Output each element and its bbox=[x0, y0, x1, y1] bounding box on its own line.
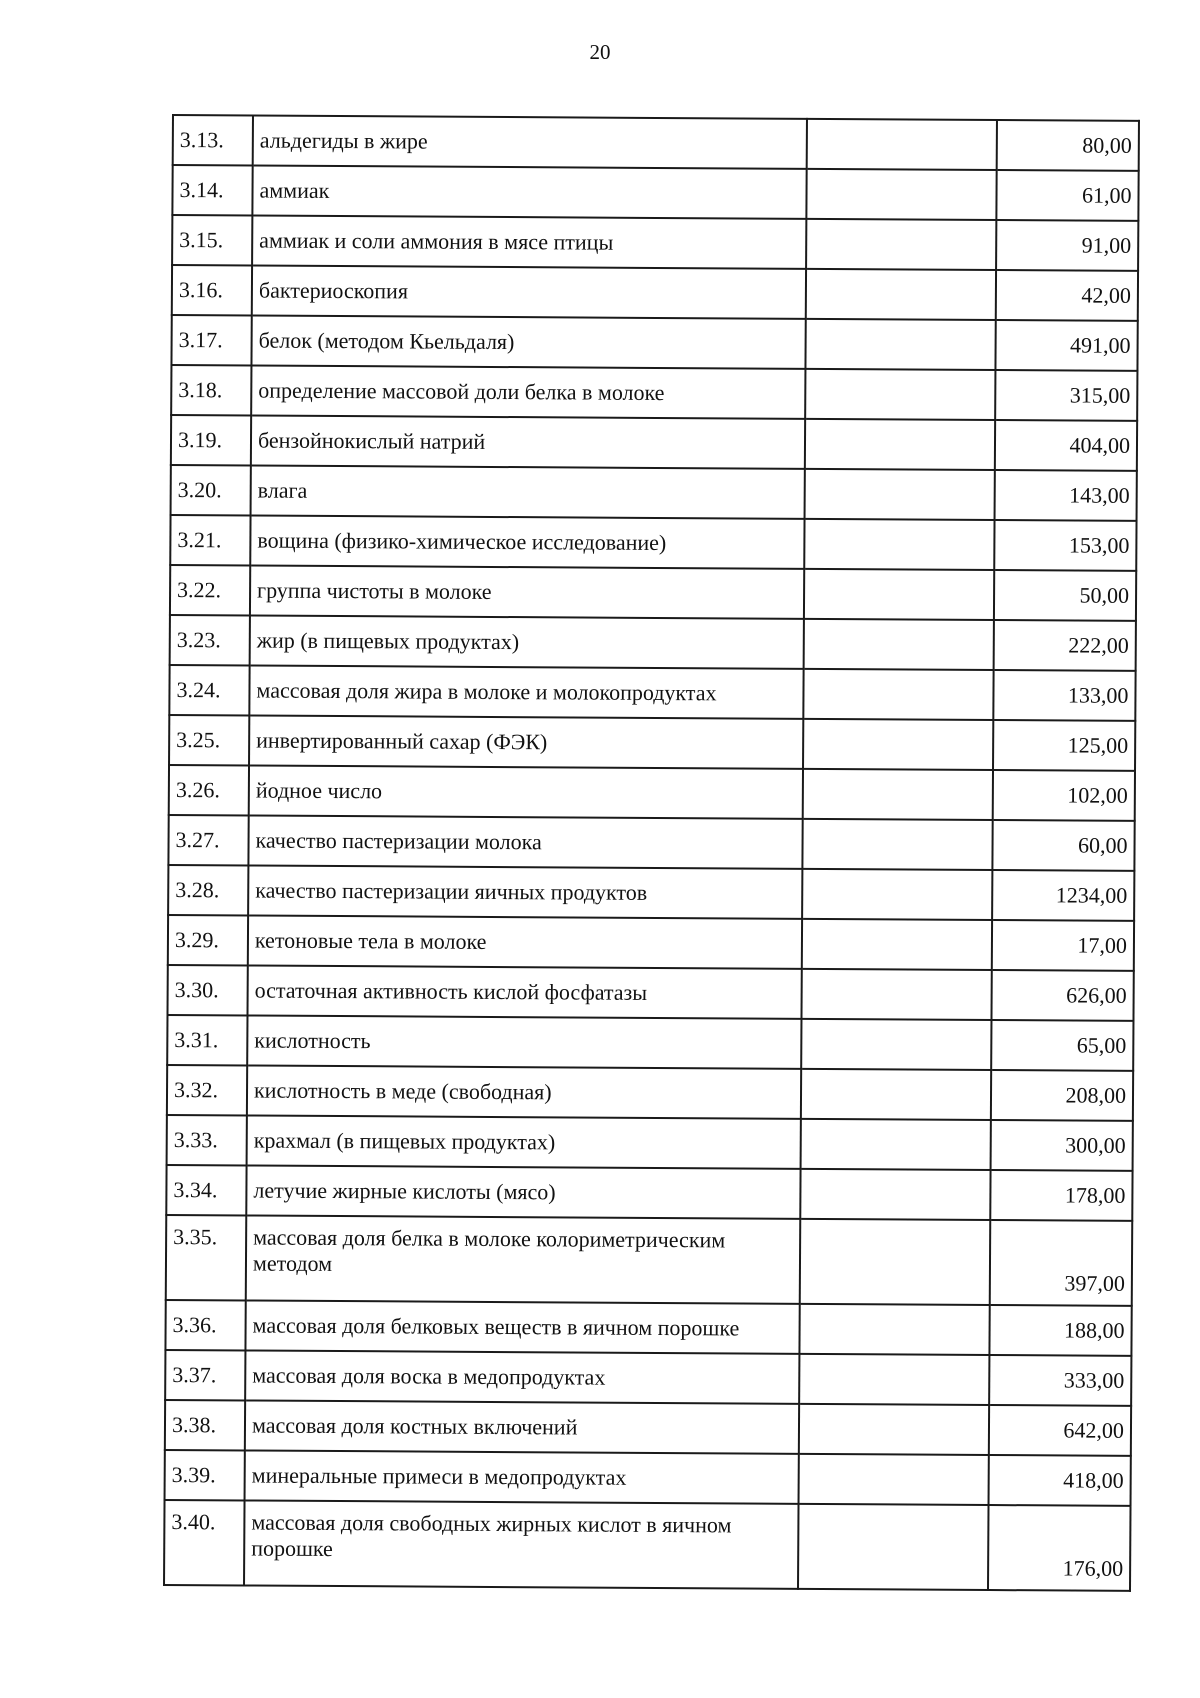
price-cell: 17,00 bbox=[992, 920, 1134, 971]
table-row bbox=[167, 1015, 1133, 1071]
table-row bbox=[169, 765, 1135, 821]
price-cell: 491,00 bbox=[995, 320, 1137, 371]
table-row bbox=[170, 515, 1136, 571]
empty-cell bbox=[801, 1019, 991, 1070]
service-name: белок (методом Кьельдаля) bbox=[251, 315, 805, 368]
service-name: качество пастеризации молока bbox=[248, 815, 802, 868]
empty-cell bbox=[806, 219, 996, 270]
empty-cell bbox=[804, 619, 994, 670]
price-cell: 300,00 bbox=[991, 1120, 1133, 1171]
service-name: инвертированный сахар (ФЭК) bbox=[249, 715, 803, 768]
price-cell: 61,00 bbox=[996, 170, 1138, 221]
price-cell: 65,00 bbox=[991, 1020, 1133, 1071]
row-number: 3.23. bbox=[170, 615, 250, 665]
table-row bbox=[165, 1300, 1131, 1356]
empty-cell bbox=[805, 369, 995, 420]
row-number: 3.24. bbox=[169, 665, 249, 715]
service-name: влага bbox=[251, 465, 805, 518]
table-row bbox=[171, 315, 1137, 371]
service-name: кислотность bbox=[247, 1015, 801, 1068]
price-cell: 133,00 bbox=[993, 670, 1135, 721]
price-cell: 176,00 bbox=[988, 1505, 1131, 1591]
table-row bbox=[169, 665, 1135, 721]
price-cell: 208,00 bbox=[991, 1070, 1133, 1121]
service-name: массовая доля белковых веществ в яичном порошке bbox=[245, 1300, 799, 1353]
empty-cell bbox=[801, 1069, 991, 1120]
row-number: 3.16. bbox=[172, 265, 252, 315]
row-number: 3.36. bbox=[165, 1300, 245, 1350]
price-cell: 333,00 bbox=[989, 1355, 1131, 1406]
service-name: бензойнокислый натрий bbox=[251, 415, 805, 468]
service-name: аммиак bbox=[252, 165, 806, 218]
empty-cell bbox=[799, 1404, 989, 1455]
empty-cell bbox=[804, 519, 994, 570]
price-cell: 143,00 bbox=[995, 470, 1137, 521]
table-row bbox=[167, 1065, 1133, 1121]
empty-cell bbox=[805, 469, 995, 520]
table-row bbox=[169, 715, 1135, 771]
service-name: качество пастеризации яичных продуктов bbox=[248, 865, 802, 918]
row-number: 3.27. bbox=[168, 815, 248, 865]
row-number: 3.30. bbox=[167, 965, 247, 1015]
price-cell: 50,00 bbox=[994, 570, 1136, 621]
row-number: 3.14. bbox=[172, 165, 252, 215]
row-number: 3.34. bbox=[166, 1165, 246, 1215]
row-number: 3.37. bbox=[165, 1350, 245, 1400]
empty-cell bbox=[802, 819, 992, 870]
table-row bbox=[164, 1500, 1131, 1591]
table-row bbox=[168, 815, 1134, 871]
price-cell: 125,00 bbox=[993, 720, 1135, 771]
empty-cell bbox=[803, 669, 993, 720]
service-name: массовая доля костных включений bbox=[245, 1400, 799, 1453]
table-row bbox=[165, 1350, 1131, 1406]
empty-cell bbox=[803, 769, 993, 820]
table-row bbox=[168, 915, 1134, 971]
table-row bbox=[172, 265, 1138, 321]
service-name: группа чистоты в молоке bbox=[250, 565, 804, 618]
price-cell: 404,00 bbox=[995, 420, 1137, 471]
empty-cell bbox=[800, 1169, 990, 1220]
price-cell: 418,00 bbox=[989, 1455, 1131, 1506]
price-table bbox=[163, 114, 1140, 1592]
price-cell: 397,00 bbox=[990, 1220, 1133, 1306]
price-cell: 91,00 bbox=[996, 220, 1138, 271]
row-number: 3.39. bbox=[165, 1450, 245, 1500]
row-number: 3.13. bbox=[173, 115, 253, 165]
empty-cell bbox=[806, 169, 996, 220]
row-number: 3.18. bbox=[171, 365, 251, 415]
empty-cell bbox=[801, 1119, 991, 1170]
row-number: 3.17. bbox=[171, 315, 251, 365]
table-row bbox=[172, 165, 1138, 221]
service-name: определение массовой доли белка в молоке bbox=[251, 365, 805, 418]
table-row bbox=[171, 365, 1137, 421]
table-row bbox=[167, 965, 1133, 1021]
empty-cell bbox=[802, 919, 992, 970]
table-row bbox=[171, 465, 1137, 521]
price-cell: 102,00 bbox=[993, 770, 1135, 821]
empty-cell bbox=[798, 1504, 989, 1590]
table-row bbox=[171, 415, 1137, 471]
empty-cell bbox=[804, 569, 994, 620]
table-row bbox=[173, 115, 1139, 171]
table-row bbox=[170, 565, 1136, 621]
empty-cell bbox=[801, 969, 991, 1020]
row-number: 3.31. bbox=[167, 1015, 247, 1065]
empty-cell bbox=[803, 719, 993, 770]
service-name: альдегиды в жире bbox=[253, 115, 807, 168]
price-cell: 188,00 bbox=[989, 1305, 1131, 1356]
row-number: 3.25. bbox=[169, 715, 249, 765]
service-name: летучие жирные кислоты (мясо) bbox=[246, 1165, 800, 1218]
row-number: 3.28. bbox=[168, 865, 248, 915]
table-row bbox=[166, 1165, 1132, 1221]
service-name: остаточная активность кислой фосфатазы bbox=[247, 965, 801, 1018]
table-row bbox=[172, 215, 1138, 271]
table-row bbox=[170, 615, 1136, 671]
row-number: 3.26. bbox=[169, 765, 249, 815]
empty-cell bbox=[806, 269, 996, 320]
empty-cell bbox=[802, 869, 992, 920]
service-name: вощина (физико-химическое исследование) bbox=[250, 515, 804, 568]
row-number: 3.19. bbox=[171, 415, 251, 465]
service-name: кислотность в меде (свободная) bbox=[247, 1065, 801, 1118]
empty-cell bbox=[805, 319, 995, 370]
price-cell: 153,00 bbox=[994, 520, 1136, 571]
empty-cell bbox=[799, 1304, 989, 1355]
price-cell: 1234,00 bbox=[992, 870, 1134, 921]
price-cell: 642,00 bbox=[989, 1405, 1131, 1456]
row-number: 3.32. bbox=[167, 1065, 247, 1115]
row-number: 3.40. bbox=[164, 1500, 245, 1585]
row-number: 3.22. bbox=[170, 565, 250, 615]
row-number: 3.21. bbox=[170, 515, 250, 565]
service-name: аммиак и соли аммония в мясе птицы bbox=[252, 215, 806, 268]
empty-cell bbox=[805, 419, 995, 470]
table-row bbox=[166, 1215, 1133, 1306]
empty-cell bbox=[807, 119, 997, 170]
row-number: 3.29. bbox=[168, 915, 248, 965]
price-cell: 60,00 bbox=[992, 820, 1134, 871]
service-name: йодное число bbox=[249, 765, 803, 818]
service-name: жир (в пищевых продуктах) bbox=[250, 615, 804, 668]
empty-cell bbox=[799, 1454, 989, 1505]
service-name: бактериоскопия bbox=[252, 265, 806, 318]
price-cell: 315,00 bbox=[995, 370, 1137, 421]
row-number: 3.20. bbox=[171, 465, 251, 515]
price-cell: 222,00 bbox=[994, 620, 1136, 671]
table-row bbox=[165, 1400, 1131, 1456]
service-name: крахмал (в пищевых продуктах) bbox=[247, 1115, 801, 1168]
price-cell: 178,00 bbox=[990, 1170, 1132, 1221]
service-name: массовая доля белка в молоке колориметрическим методом bbox=[246, 1215, 801, 1303]
service-name: кетоновые тела в молоке bbox=[248, 915, 802, 968]
service-name: минеральные примеси в медопродуктах bbox=[245, 1450, 799, 1503]
service-name: массовая доля воска в медопродуктах bbox=[245, 1350, 799, 1403]
row-number: 3.35. bbox=[166, 1215, 247, 1300]
table-row bbox=[168, 865, 1134, 921]
row-number: 3.38. bbox=[165, 1400, 245, 1450]
empty-cell bbox=[800, 1219, 991, 1305]
price-cell: 42,00 bbox=[996, 270, 1138, 321]
page-number: 20 bbox=[589, 40, 611, 64]
service-name: массовая доля свободных жирных кислот в яичном порошке bbox=[244, 1500, 799, 1588]
price-cell: 626,00 bbox=[991, 970, 1133, 1021]
row-number: 3.33. bbox=[167, 1115, 247, 1165]
service-name: массовая доля жира в молоке и молокопродуктах bbox=[249, 665, 803, 718]
price-cell: 80,00 bbox=[997, 120, 1139, 171]
row-number: 3.15. bbox=[172, 215, 252, 265]
table-row bbox=[167, 1115, 1133, 1171]
empty-cell bbox=[799, 1354, 989, 1405]
table-row bbox=[165, 1450, 1131, 1506]
